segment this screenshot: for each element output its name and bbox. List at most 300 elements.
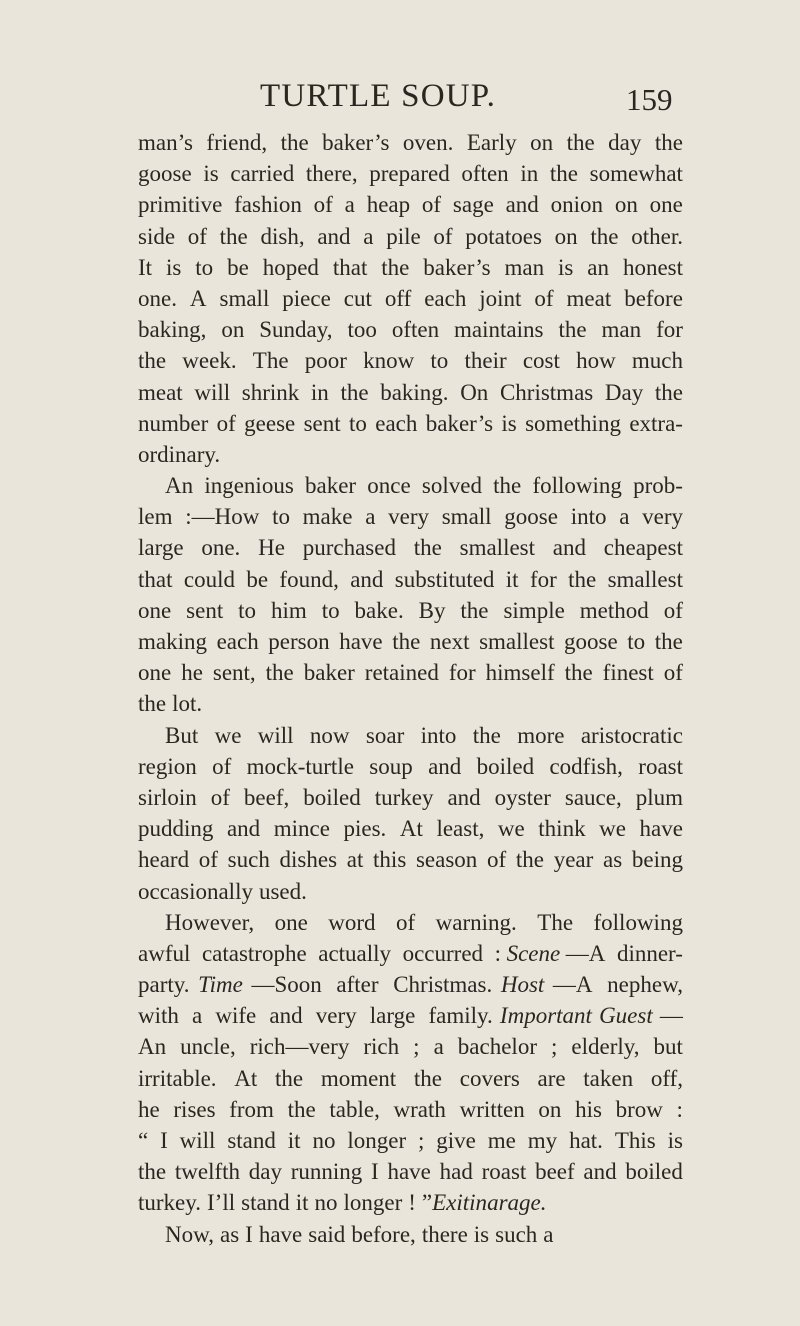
word: the xyxy=(472,722,501,748)
word: somewhat xyxy=(589,161,683,187)
word: following xyxy=(532,473,622,499)
word: meat xyxy=(566,285,612,311)
paragraph xyxy=(138,720,683,907)
word: of xyxy=(313,192,333,218)
text-line xyxy=(138,938,683,969)
word: boiled xyxy=(625,1159,683,1185)
word: goose xyxy=(138,161,192,187)
text-line xyxy=(138,564,683,595)
word: the xyxy=(287,1096,316,1122)
word: purchased xyxy=(302,535,396,561)
word: the xyxy=(654,130,683,155)
word: a xyxy=(543,1221,554,1247)
word: of xyxy=(198,847,218,873)
word: At xyxy=(399,816,423,842)
word: —A xyxy=(552,972,593,998)
text-line xyxy=(138,377,683,408)
italic-word: Important xyxy=(499,1003,592,1029)
word: Sunday, xyxy=(259,317,333,343)
word: ingenious xyxy=(204,473,294,499)
word: next xyxy=(429,629,470,654)
word: awful xyxy=(138,940,191,966)
text-line xyxy=(138,626,683,657)
word: On xyxy=(460,379,489,405)
word: oven. xyxy=(402,130,454,155)
word: sent xyxy=(303,410,341,436)
word: one xyxy=(138,597,172,623)
word: roast xyxy=(638,753,683,779)
word: shrink xyxy=(241,379,300,405)
word: often xyxy=(461,161,509,187)
word: wife xyxy=(215,1003,257,1029)
word: small xyxy=(441,504,492,530)
word: twelfth xyxy=(174,1159,241,1185)
word: it xyxy=(505,566,519,592)
word: such xyxy=(495,1221,538,1247)
word: him xyxy=(270,597,307,623)
word: of xyxy=(487,847,507,873)
word: that xyxy=(138,566,173,592)
word: for xyxy=(656,317,683,343)
word: a xyxy=(192,1003,203,1029)
word: covers xyxy=(459,1065,520,1091)
word: will xyxy=(179,1128,216,1153)
word: week. xyxy=(182,348,237,374)
word: elderly, xyxy=(571,1034,640,1060)
word: geese xyxy=(244,410,296,436)
word: off, xyxy=(650,1065,683,1091)
word: It xyxy=(138,254,153,280)
word: think xyxy=(538,816,586,842)
word: we xyxy=(497,816,525,842)
word: plum xyxy=(635,784,683,810)
word: Day xyxy=(604,379,644,405)
word: much xyxy=(631,348,683,374)
word: stand xyxy=(241,1190,290,1216)
word: piece xyxy=(282,285,331,311)
text-line xyxy=(138,969,683,1000)
word: very xyxy=(315,1003,357,1029)
word: taken xyxy=(583,1065,634,1091)
word: will xyxy=(194,379,231,405)
word: such xyxy=(227,847,270,873)
word: have xyxy=(339,629,383,654)
word: and xyxy=(552,535,587,561)
word: have xyxy=(258,1221,303,1247)
word: from xyxy=(229,1096,274,1122)
word: cost xyxy=(522,348,560,374)
word: This xyxy=(614,1128,656,1153)
word: we xyxy=(599,816,626,842)
word: found, xyxy=(279,566,339,592)
running-head xyxy=(0,76,800,116)
word: codfish, xyxy=(549,753,623,779)
text-line xyxy=(138,595,683,626)
word: baking. xyxy=(380,379,449,405)
word: to xyxy=(349,410,367,436)
word: the xyxy=(654,379,683,405)
word: occasionally xyxy=(138,878,253,904)
text-line xyxy=(138,1094,683,1125)
word: uncle, xyxy=(180,1034,236,1060)
italic-word: Host xyxy=(500,972,545,998)
word: before xyxy=(624,285,683,311)
word: a xyxy=(363,223,374,249)
word: to xyxy=(627,629,646,654)
word: beef, xyxy=(243,784,290,810)
word: the xyxy=(460,597,489,623)
word: running xyxy=(290,1159,363,1185)
word: ” xyxy=(421,1190,433,1216)
word: and xyxy=(226,816,261,842)
text-line xyxy=(138,501,683,532)
word: is xyxy=(165,254,182,280)
word: nephew, xyxy=(607,972,683,998)
text-line xyxy=(138,813,683,844)
word: :—How xyxy=(185,504,260,530)
word: —Soon xyxy=(251,972,322,998)
running-title: TURTLE SOUP. xyxy=(260,78,497,114)
text-line xyxy=(138,470,683,501)
word: are xyxy=(537,1065,566,1091)
word: roast xyxy=(481,1159,527,1185)
word: once xyxy=(367,473,411,499)
word: ! xyxy=(408,1190,416,1216)
word: off xyxy=(384,285,412,311)
word: the xyxy=(138,1159,167,1185)
word: make xyxy=(302,504,353,530)
word: baker’s xyxy=(423,254,491,280)
word: with xyxy=(138,1003,179,1029)
word: An xyxy=(165,473,194,499)
word: being xyxy=(631,847,683,873)
word: baking, xyxy=(138,317,207,343)
word: written xyxy=(459,1096,525,1122)
word: and xyxy=(447,784,481,810)
word: have xyxy=(387,1159,431,1185)
word: no xyxy=(312,1128,336,1153)
page-number: 159 xyxy=(626,82,673,117)
word: The xyxy=(252,348,289,374)
word: simple xyxy=(503,597,565,623)
word: is xyxy=(473,1221,490,1247)
word: it xyxy=(287,1128,301,1153)
text-line xyxy=(138,345,683,376)
word: wrath xyxy=(393,1096,446,1122)
word: finest xyxy=(602,660,654,686)
text-line xyxy=(138,1219,683,1250)
word: an xyxy=(587,254,610,280)
text-line xyxy=(138,127,683,158)
word: making xyxy=(138,629,207,654)
italic-word: rage. xyxy=(498,1190,547,1216)
word: “ xyxy=(138,1128,149,1153)
word: of xyxy=(212,753,232,779)
word: and xyxy=(269,1003,303,1029)
word: in xyxy=(310,379,329,405)
word: joint xyxy=(479,285,522,311)
word: other. xyxy=(631,223,683,249)
word: sent, xyxy=(212,660,256,686)
word: how xyxy=(576,348,616,374)
word: into xyxy=(420,722,457,748)
text-line xyxy=(138,844,683,875)
word: baker’s xyxy=(425,410,494,436)
italic-word: in xyxy=(469,1190,488,1216)
word: and xyxy=(317,223,351,249)
word: pies. xyxy=(343,816,387,842)
word: will xyxy=(257,722,294,748)
text-line xyxy=(138,876,683,907)
word: longer xyxy=(343,1190,403,1216)
word: is xyxy=(501,410,517,436)
word: heard xyxy=(138,847,190,873)
word: man xyxy=(504,254,545,280)
text-line xyxy=(138,252,683,283)
word: of xyxy=(534,285,554,311)
word: at xyxy=(346,847,364,873)
word: dinner- xyxy=(616,940,683,966)
word: man xyxy=(601,317,642,343)
word: of xyxy=(210,784,230,810)
word: know xyxy=(363,348,415,374)
word: the xyxy=(280,130,309,155)
word: lem xyxy=(138,504,173,530)
italic-word: Time xyxy=(198,972,243,998)
word: as xyxy=(219,1221,240,1247)
word: be xyxy=(246,566,269,592)
word: year xyxy=(553,847,594,873)
word: A xyxy=(189,285,207,311)
word: small xyxy=(219,285,270,311)
word: there xyxy=(421,1221,468,1247)
text-line xyxy=(138,1187,683,1218)
word: prepared xyxy=(369,161,450,187)
word: brow xyxy=(615,1096,663,1122)
word: on xyxy=(554,223,578,249)
text-line xyxy=(138,751,683,782)
word: longer xyxy=(347,1128,407,1153)
word: An xyxy=(138,1034,167,1060)
word: the xyxy=(265,660,294,686)
word: —A xyxy=(565,940,606,966)
word: the xyxy=(274,1065,304,1091)
word: large xyxy=(369,1003,416,1029)
word: smallest xyxy=(479,629,555,654)
word: one. xyxy=(201,535,241,561)
paragraph xyxy=(138,907,683,1219)
word: before, xyxy=(351,1221,416,1247)
word: heap xyxy=(366,192,411,218)
text-line xyxy=(138,1125,683,1156)
text-line xyxy=(138,189,683,220)
word: However, xyxy=(165,909,255,935)
word: each xyxy=(424,285,467,311)
word: could xyxy=(183,566,235,592)
word: in xyxy=(520,161,539,187)
word: But xyxy=(165,722,199,748)
word: the xyxy=(564,660,593,686)
word: the xyxy=(138,348,167,374)
word: the xyxy=(558,317,587,343)
word: family. xyxy=(428,1003,493,1029)
word: rich—very xyxy=(249,1034,350,1060)
word: himself xyxy=(485,660,555,686)
word: the xyxy=(340,379,369,405)
word: there, xyxy=(305,161,358,187)
word: baker’s xyxy=(322,130,390,155)
word: ordinary. xyxy=(138,441,221,467)
word: my xyxy=(527,1128,558,1153)
word: person xyxy=(268,629,330,654)
word: the xyxy=(493,473,522,499)
word: the xyxy=(219,223,248,249)
word: dishes xyxy=(279,847,338,873)
word: on xyxy=(538,1096,562,1122)
paragraph xyxy=(138,1219,683,1250)
text-line xyxy=(138,532,683,563)
word: He xyxy=(258,535,285,561)
word: after xyxy=(336,972,379,998)
word: the xyxy=(549,161,578,187)
word: the xyxy=(566,130,595,155)
word: it xyxy=(295,1190,309,1216)
word: cut xyxy=(343,285,372,311)
word: the xyxy=(138,691,167,717)
word: on xyxy=(614,192,638,218)
word: for xyxy=(448,660,476,686)
word: onion xyxy=(550,192,604,218)
word: Christmas xyxy=(499,379,594,405)
word: potatoes xyxy=(465,223,542,249)
word: that xyxy=(332,254,368,280)
word: mock-turtle xyxy=(246,753,354,779)
word: the xyxy=(590,223,619,249)
word: following xyxy=(593,909,683,935)
word: catastrophe xyxy=(201,940,307,966)
word: one. xyxy=(138,285,177,311)
word: ; xyxy=(418,1128,425,1153)
word: By xyxy=(418,597,446,623)
word: his xyxy=(575,1096,602,1122)
word: often xyxy=(391,317,440,343)
word: boiled xyxy=(476,753,535,779)
word: something xyxy=(525,410,621,436)
word: and xyxy=(583,1159,617,1185)
word: to xyxy=(321,597,340,623)
word: each xyxy=(375,410,418,436)
text-line xyxy=(138,720,683,751)
word: this xyxy=(373,847,407,873)
word: the xyxy=(413,535,442,561)
text-line xyxy=(138,1156,683,1187)
word: maintains xyxy=(454,317,544,343)
word: and xyxy=(350,566,384,592)
word: a xyxy=(619,504,630,530)
body-text xyxy=(138,127,683,1250)
paragraph xyxy=(138,127,683,470)
word: warning. xyxy=(435,909,517,935)
word: smallest xyxy=(607,566,683,592)
word: number xyxy=(138,410,209,436)
word: turkey xyxy=(374,784,434,810)
word: ; xyxy=(551,1034,558,1060)
word: had xyxy=(439,1159,473,1185)
word: : xyxy=(676,1096,683,1122)
word: of xyxy=(187,223,207,249)
word: smallest xyxy=(459,535,536,561)
word: least, xyxy=(436,816,485,842)
word: fashion xyxy=(234,192,302,218)
word: on xyxy=(221,317,245,343)
word: stand xyxy=(227,1128,276,1153)
word: party. xyxy=(138,972,190,998)
word: the xyxy=(413,1065,443,1091)
word: region xyxy=(138,753,197,779)
word: of xyxy=(396,909,416,935)
word: hoped xyxy=(262,254,319,280)
italic-word: Scene xyxy=(506,940,561,966)
word: the xyxy=(392,629,421,654)
word: hat. xyxy=(569,1128,603,1153)
word: : xyxy=(494,940,501,966)
word: ; xyxy=(413,1034,420,1060)
word: actually xyxy=(318,940,392,966)
text-line xyxy=(138,158,683,189)
word: the xyxy=(515,847,544,873)
word: to xyxy=(272,504,290,530)
word: bake. xyxy=(354,597,404,623)
word: I xyxy=(160,1128,168,1153)
word: and xyxy=(428,753,462,779)
word: I xyxy=(245,1221,253,1247)
word: primitive xyxy=(138,192,223,218)
word: the xyxy=(568,566,597,592)
word: is xyxy=(667,1128,683,1153)
word: of xyxy=(663,597,683,623)
text-line xyxy=(138,1031,683,1062)
word: of xyxy=(216,410,236,436)
text-line xyxy=(138,221,683,252)
word: The xyxy=(537,909,574,935)
word: carried xyxy=(230,161,295,187)
word: — xyxy=(659,1003,683,1029)
word: Now, xyxy=(165,1221,214,1247)
word: Early xyxy=(466,130,517,155)
word: solved xyxy=(421,473,482,499)
word: is xyxy=(558,254,574,280)
word: sage xyxy=(452,192,494,218)
italic-word: Guest xyxy=(599,1003,653,1029)
word: said xyxy=(308,1221,346,1247)
italic-word: a xyxy=(487,1190,499,1216)
word: too xyxy=(347,317,377,343)
word: moment xyxy=(320,1065,397,1091)
word: extra- xyxy=(629,410,683,436)
word: for xyxy=(529,566,557,592)
word: soar xyxy=(365,722,405,748)
word: side xyxy=(138,223,176,249)
word: pile xyxy=(386,223,421,249)
word: irritable. xyxy=(138,1065,217,1091)
word: me xyxy=(487,1128,516,1153)
italic-word: Exit xyxy=(432,1190,470,1216)
word: large xyxy=(138,535,184,561)
word: table, xyxy=(329,1096,380,1122)
text-line xyxy=(138,408,683,439)
word: pudding xyxy=(138,816,214,842)
word: to xyxy=(195,254,214,280)
